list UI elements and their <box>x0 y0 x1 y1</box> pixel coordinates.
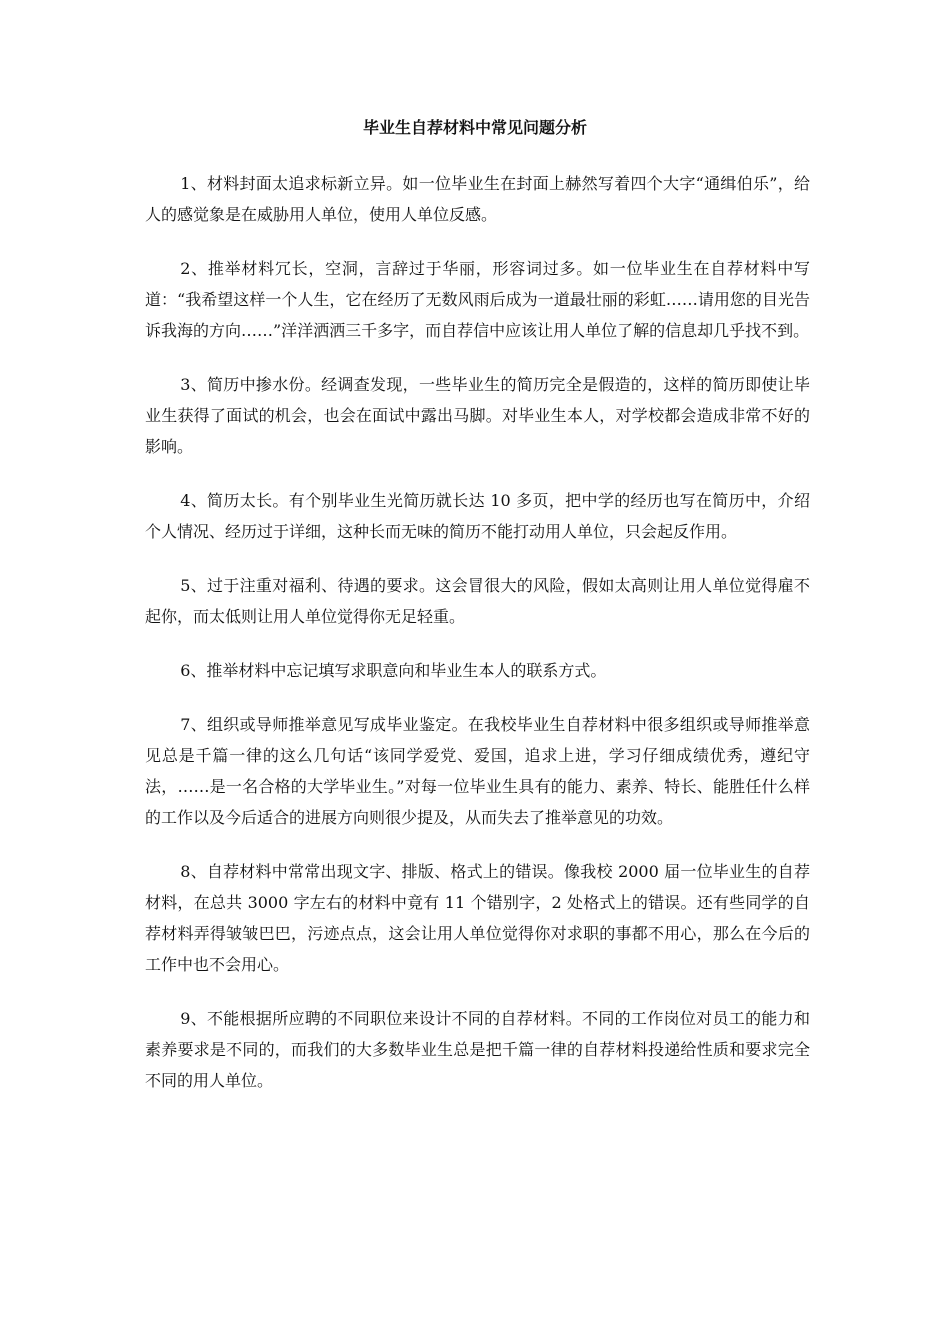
document-title: 毕业生自荐材料中常见问题分析 <box>362 118 587 137</box>
paragraph-1: 1、材料封面太追求标新立异。如一位毕业生在封面上赫然写着四个大字“通缉伯乐”，给人的感觉象是在威胁用人单位，使用人单位反感。 <box>145 174 810 224</box>
paragraph-6: 6、推举材料中忘记填写求职意向和毕业生本人的联系方式。 <box>180 661 607 680</box>
paragraph-2: 2、推举材料冗长，空洞，言辞过于华丽，形容词过多。如一位毕业生在自荐材料中写道：“我希望这样一个人生，它在经历了无数风雨后成为一道最壮丽的彩虹……请用您的目光告诉我海的方向……”洋洋洒洒三千多字，而自荐信中应该让用人单位了解的信息却几乎找不到。 <box>145 259 810 340</box>
paragraph-9: 9、不能根据所应聘的不同职位来设计不同的自荐材料。不同的工作岗位对员工的能力和素养要求是不同的，而我们的大多数毕业生总是把千篇一律的自荐材料投递给性质和要求完全不同的用人单位。 <box>145 1009 810 1090</box>
paragraph-5: 5、过于注重对福利、待遇的要求。这会冒很大的风险，假如太高则让用人单位觉得雇不起你，而太低则让用人单位觉得你无足轻重。 <box>145 576 810 626</box>
paragraph-8: 8、自荐材料中常常出现文字、排版、格式上的错误。像我校 2000 届一位毕业生的自荐材料，在总共 3000 字左右的材料中竟有 11 个错别字，2 处格式上的错误。还有些同学的自荐材料弄得皱皱巴巴，污迹点点，这会让用人单位觉得你对求职的事都不用心，那么在今后的工作中也不会用心。 <box>145 862 810 974</box>
document-body <box>145 168 810 1119</box>
paragraph-4: 4、简历太长。有个别毕业生光简历就长达 10 多页，把中学的经历也写在简历中，介绍个人情况、经历过于详细，这种长而无味的简历不能打动用人单位，只会起反作用。 <box>145 491 810 541</box>
paragraph-7: 7、组织或导师推举意见写成毕业鉴定。在我校毕业生自荐材料中很多组织或导师推举意见总是千篇一律的这么几句话“该同学爱党、爱国，追求上进，学习仔细成绩优秀，遵纪守法，……是一名合格的大学毕业生。”对每一位毕业生具有的能力、素养、特长、能胜任什么样的工作以及今后适合的进展方向则很少提及，从而失去了推举意见的功效。 <box>145 715 810 827</box>
paragraph-3: 3、简历中掺水份。经调查发现，一些毕业生的简历完全是假造的，这样的简历即使让毕业生获得了面试的机会，也会在面试中露出马脚。对毕业生本人，对学校都会造成非常不好的影响。 <box>145 375 810 456</box>
